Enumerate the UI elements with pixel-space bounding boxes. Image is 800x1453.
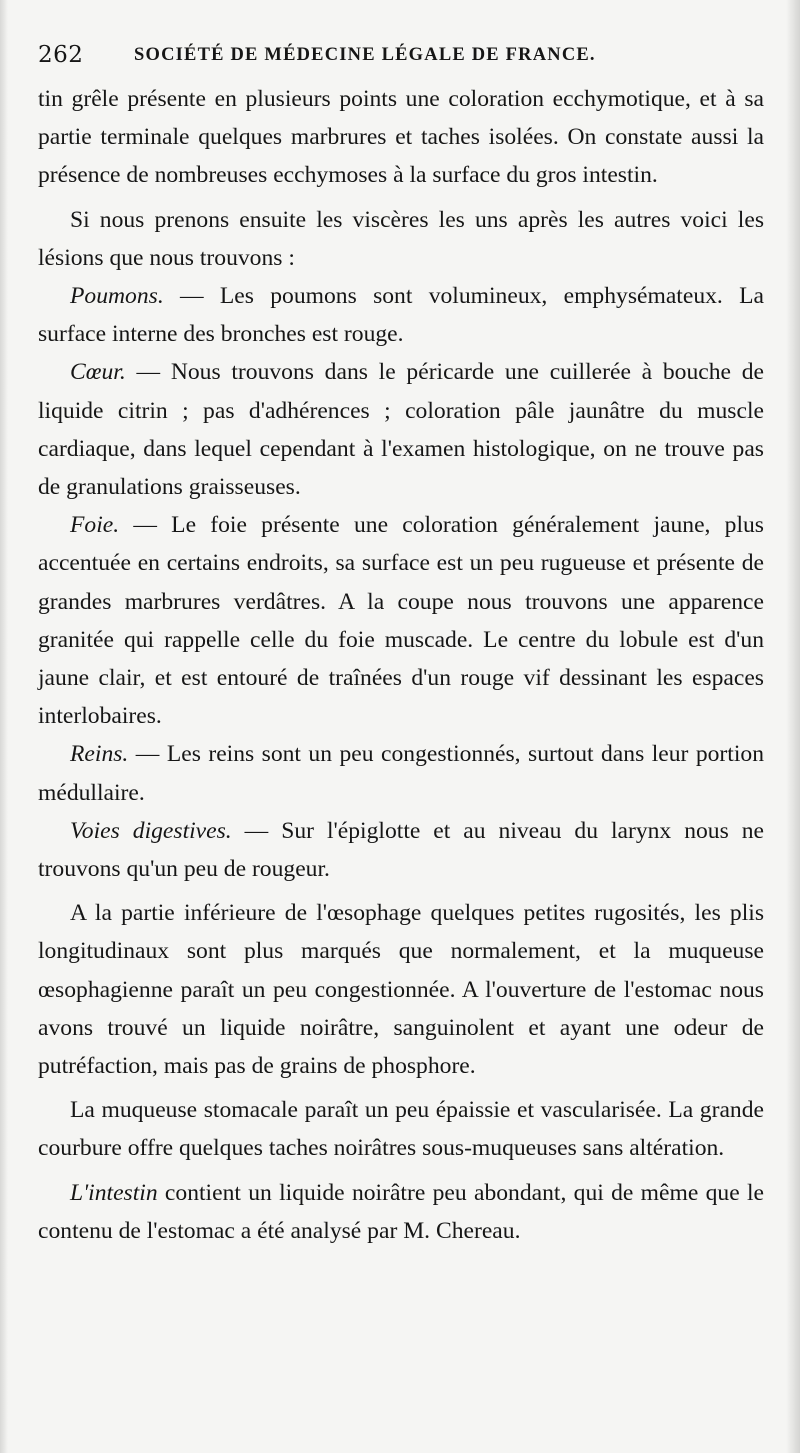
paragraph-oesophagus	[38, 894, 764, 1085]
paragraph-text: — Nous trouvons dans le péricarde une cuillerée à bouche de liquide citrin ; pas d'adhérences ; coloration pâle jaunâtre du muscle cardiaque, dans lequel cependant à l'examen histologique, on ne trouve pas de granulations graisseuses.	[38, 359, 764, 501]
paragraph-lungs	[38, 277, 764, 353]
page-edge-shadow-right	[786, 0, 800, 1453]
section-label-liver: Foie.	[70, 512, 120, 539]
section-label-intestine: L'intestin	[70, 1179, 158, 1206]
paragraph-stomach-mucosa	[38, 1091, 764, 1167]
paragraph-text: contient un liquide noirâtre peu abondant, qui de même que le contenu de l'estomac a été analysé par M. Chereau.	[38, 1179, 764, 1244]
paragraph-liver	[38, 506, 764, 735]
section-label-kidneys: Reins.	[70, 741, 129, 768]
paragraph-viscera-intro	[38, 201, 764, 277]
paragraph-text: — Les poumons sont volumineux, emphysémateux. La surface interne des bronches est rouge.	[38, 283, 764, 348]
page-header	[38, 42, 768, 78]
paragraph-text: — Les reins sont un peu congestionnés, surtout dans leur portion médullaire.	[38, 741, 764, 806]
paragraph-text: tin grêle présente en plusieurs points une coloration ecchymotique, et à sa partie terminale quelques marbrures et taches isolées. On constate aussi la présence de nombreuses ecchymoses à la surface du gros intestin.	[38, 86, 764, 189]
paragraph-heart	[38, 353, 764, 506]
paragraph-kidneys	[38, 735, 764, 811]
paragraph-intestine	[38, 1174, 764, 1250]
body-text	[38, 80, 764, 1440]
section-label-heart: Cœur.	[70, 359, 126, 386]
paragraph-text: A la partie inférieure de l'œsophage quelques petites rugosités, les plis longitudinaux sont plus marqués que normalement, et la muqueuse œsophagienne paraît un peu congestionnée. A l'ouverture de l'estomac nous avons trouvé un liquide noirâtre, sanguinolent et ayant une odeur de putréfaction, mais pas de grains de phosphore.	[38, 900, 764, 1080]
paragraph-digestive	[38, 812, 764, 888]
paragraph-text: — Sur l'épiglotte et au niveau du larynx nous ne trouvons qu'un peu de rougeur.	[38, 817, 764, 883]
paragraph-text: Si nous prenons ensuite les viscères les uns après les autres voici les lésions que nous trouvons :	[38, 206, 764, 271]
page-number: 262	[38, 42, 84, 68]
section-label-lungs: Poumons.	[70, 283, 164, 310]
paragraph-text: — Le foie présente une coloration généralement jaune, plus accentuée en certains endroits, sa surface est un peu rugueuse et présente de grandes marbrures verdâtres. A la coupe nous trouvons une apparence granitée qui rappelle celle du foie muscade. Le centre du lobule est d'un jaune clair, et est entouré de traînées d'un rouge vif dessinant les espaces interlobaires.	[38, 512, 764, 730]
section-label-digestive: Voies digestives.	[70, 817, 232, 844]
paragraph-text: La muqueuse stomacale paraît un peu épaissie et vascularisée. La grande courbure offre quelques taches noirâtres sous-muqueuses sans altération.	[38, 1097, 764, 1162]
page-edge-shadow-left	[0, 0, 8, 1453]
running-title: SOCIÉTÉ DE MÉDECINE LÉGALE DE FRANCE.	[134, 45, 596, 65]
paragraph-intestine-continued	[38, 80, 764, 195]
